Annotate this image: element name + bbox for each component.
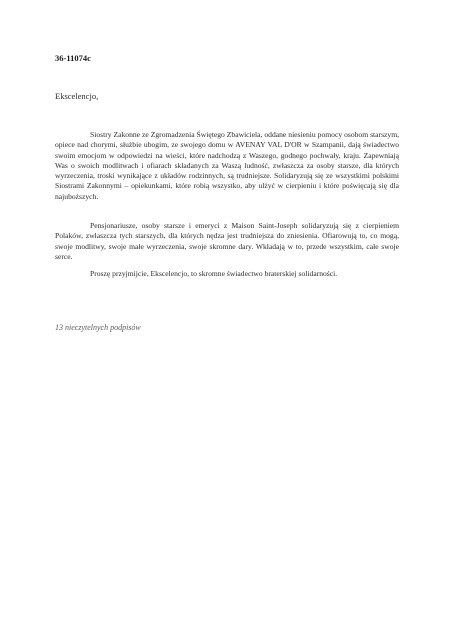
salutation: Ekscelencjo, [55, 91, 99, 101]
document-reference: 36-11074c [55, 53, 91, 63]
paragraph-2: Pensjonariusze, osoby starsze i emeryci z Maison Saint-Joseph solidaryzują się z cierpieniem Polaków, zwłaszcza tych starszych, dla których nędza jest trudniejsza do zniesienia. Ofiarowują to, co mogą, swoje modlitwy, swoje małe wyrzeczenia, swoje skromne dary. Wkładają w to, przede wszystkim, całe swoje serce. [55, 221, 399, 261]
paragraph-3: Proszę przyjmijcie, Ekscelencjo, to skromne świadectwo braterskiej solidarności. [90, 269, 338, 278]
signatures-note: 13 nieczytelnych podpisów [55, 323, 141, 332]
paragraph-1: Siostry Zakonne ze Zgromadzenia Świętego Zbawiciela, oddane niesieniu pomocy osobom starszym, opiece nad chorymi, służbie ubogim, ze swojego domu w AVENAY VAL D'OR w Szampanii, dają świadectwo swoim emocjom w odpowiedzi na wieści, które nadchodzą z Waszego, godnego pochwały, kraju. Zapewniają Was o swoich modlitwach i ofiarach składanych za Waszą ludność, zwłaszcza za osoby starsze, dla których wyrzeczenia, troski wynikające z układów rodzinnych, są trudniejsze. Solidaryzują się ze wszystkimi polskimi Siostrami Zakonnymi – opiekunkami, które robią wszystko, aby ulżyć w cierpieniu i które poświęcają się dla najuboższych. [55, 130, 399, 201]
